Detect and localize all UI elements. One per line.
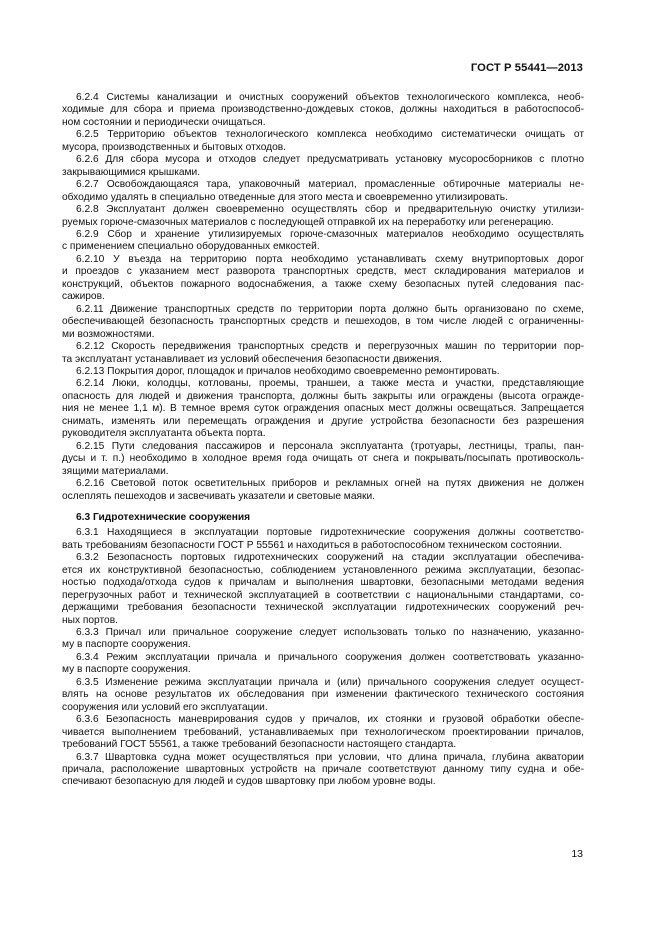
document-body: [62, 92, 584, 789]
text-line: влять на основе результатов их обследования при изменении фактического технического состояния: [62, 689, 584, 701]
text-line: 6.2.12 Скорость передвижения транспортных средств и перегрузочных машин по территории пор-: [76, 341, 584, 353]
paragraph: [62, 627, 584, 652]
text-line: ных портов.: [62, 614, 118, 626]
text-line: та эксплуатант устанавливает из условий обеспечения безопасности движения.: [62, 353, 442, 365]
text-line: ния не менее 1,1 м). В темное время суток ограждения опасных мест должны освещаться. Запрещается: [62, 403, 584, 415]
text-line: 6.2.14 Люки, колодцы, котлованы, проемы, траншеи, а также места и участки, представляющие: [76, 378, 584, 390]
text-line: сооружения или условий его эксплуатации.: [62, 701, 268, 713]
text-line: с применением специально оборудованных емкостей.: [62, 241, 320, 253]
text-line: спечивают безопасную для людей и судов швартовку при любом уровне воды.: [62, 776, 436, 788]
document-id-header: ГОСТ Р 55441—2013: [470, 62, 583, 74]
text-line: 6.3.7 Швартовка судна может осуществляться при условии, что длина причала, глубина акватории: [76, 751, 584, 763]
paragraph: [62, 254, 584, 304]
paragraph: [62, 714, 584, 751]
text-line: требований ГОСТ 55561, а также требований безопасности настоящего стандарта.: [62, 739, 457, 751]
text-line: перегрузочных работ и технической эксплуатацией в соответствии с национальными стандартами, со-: [62, 589, 584, 601]
paragraph: [62, 677, 584, 714]
text-line: обходимо удалять в специально отведенные для этого места и своевременно утилизировать.: [62, 191, 508, 203]
text-line: 6.2.10 У въезда на территорию порта необходимо устанавливать схему внутрипортовых дорог: [76, 253, 584, 265]
text-line: закрывающимися крышками.: [62, 166, 201, 178]
text-line: и проездов с указанием мест разворота транспортных средств, мест складирования материалов и: [62, 266, 584, 278]
text-line: 6.3.1 Находящиеся в эксплуатации портовые гидротехнические сооружения должны соответство-: [76, 527, 584, 539]
text-line: му в паспорте сооружения.: [62, 664, 191, 676]
text-line: 6.3.4 Режим эксплуатации причала и причального сооружения должен соответствовать указанно-: [76, 651, 584, 663]
text-line: 6.3.5 Изменение режима эксплуатации причала и (или) причального сооружения следует осущест-: [76, 676, 584, 688]
text-line: зящими материалами.: [62, 465, 169, 477]
paragraph: [62, 179, 584, 204]
text-line: 6.2.4 Системы канализации и очистных сооружений объектов технологического комплекса, необ-: [76, 92, 584, 103]
text-line: 6.2.7 Освобождающаяся тара, упаковочный материал, промасленные обтирочные материалы не-: [76, 179, 584, 191]
paragraph: [62, 366, 584, 378]
text-line: ми возможностями.: [62, 328, 155, 340]
text-line: 6.2.9 Сбор и хранение утилизируемых горюче-смазочных материалов необходимо осуществлять: [76, 228, 584, 240]
paragraph: [62, 652, 584, 677]
text-line: мусора, производственных и бытовых отходов.: [62, 141, 287, 153]
section-6-3-paragraphs: [62, 527, 584, 789]
text-line: ется их конструктивной безопасностью, соблюдением установленного режима эксплуатации, безопас-: [62, 564, 584, 576]
paragraph: [62, 441, 584, 478]
paragraph: [62, 129, 584, 154]
section-6-2-paragraphs: [62, 92, 584, 503]
text-line: опасность для людей и движения транспорта, должны быть закрыты или ограждены (высота огражде-: [62, 390, 584, 402]
paragraph: [62, 527, 584, 552]
text-line: сажиров.: [62, 291, 105, 303]
text-line: обеспечивающей безопасность транспортных средств и пешеходов, в том числе людей с ограниченны-: [62, 316, 584, 328]
paragraph: [62, 204, 584, 229]
text-line: 6.2.8 Эксплуатант должен своевременно осуществлять сбор и предварительную очистку утилизи-: [76, 204, 584, 216]
paragraph: [62, 341, 584, 366]
paragraph: [62, 752, 584, 789]
paragraph: [62, 229, 584, 254]
text-line: снимать, изменять или перемещать ограждения и другие устройства безопасности без разрешения: [62, 415, 584, 427]
text-line: причала, расположение швартовных устройств на причале соответствуют данному типу судна и обе-: [62, 764, 584, 776]
text-line: 6.2.11 Движение транспортных средств по территории порта должно быть организовано по схеме,: [76, 303, 584, 315]
text-line: 6.2.16 Световой поток осветительных приборов и рекламных огней на путях движения не должен: [76, 478, 584, 490]
text-line: ходимые для сбора и приема производственно-дождевых стоков, должны находиться в работоспособ-: [62, 104, 584, 116]
paragraph: [62, 552, 584, 627]
text-line: 6.2.5 Территорию объектов технологического комплекса необходимо систематически очищать от: [76, 129, 584, 141]
text-line: держащими требования безопасности технической эксплуатации гидротехнических сооружений реч-: [62, 602, 584, 614]
text-line: ослеплять пешеходов и засвечивать указатели и световые маяки.: [62, 490, 375, 502]
paragraph: [62, 378, 584, 440]
text-line: 6.3.6 Безопасность маневрирования судов у причалов, их стоянки и грузовой обработки обеспе-: [76, 714, 584, 726]
paragraph: [62, 154, 584, 179]
text-line: 6.3.2 Безопасность портовых гидротехнических сооружений на стадии эксплуатации обеспечива-: [76, 552, 584, 564]
paragraph: [62, 478, 584, 503]
text-line: ностью подхода/отхода судов к причалам и выполнения швартовки, безопасными методами ведения: [62, 577, 584, 589]
text-line: му в паспорте сооружения.: [62, 639, 191, 651]
text-line: конструкций, объектов пожарного водоснабжения, а также схему безопасных путей следования пас-: [62, 278, 584, 290]
text-line: чивается выполнением требований, устанавливаемых при технологическом проектировании причалов,: [62, 726, 584, 738]
page-number: 13: [571, 848, 583, 860]
text-line: 6.2.6 Для сбора мусора и отходов следует предусматривать установку мусоросборников с плотно: [76, 154, 584, 166]
text-line: дусы и т. п.) необходимо в холодное время года очищать от снега и покрывать/посыпать противосколь-: [62, 453, 584, 465]
text-line: руководителя эксплуатанта объекта порта.: [62, 428, 266, 440]
text-line: 6.3.3 Причал или причальное сооружение следует использовать только по назначению, указанно-: [76, 627, 584, 639]
section-title: 6.3 Гидротехнические сооружения: [76, 511, 251, 523]
text-line: руемых горюче-смазочных материалов с последующей отправкой их на переработку или регенерацию.: [62, 216, 554, 228]
text-line: 6.2.15 Пути следования пассажиров и персонала эксплуатанта (тротуары, лестницы, трапы, пан-: [76, 440, 584, 452]
paragraph: [62, 304, 584, 341]
paragraph: [62, 92, 584, 129]
text-line: вать требованиям безопасности ГОСТ Р 55561 и находиться в работоспособном техническом состоянии.: [62, 539, 563, 551]
text-line: 6.2.13 Покрытия дорог, площадок и причалов необходимо своевременно ремонтировать.: [76, 365, 500, 377]
text-line: ном состоянии и периодически очищаться.: [62, 116, 266, 128]
